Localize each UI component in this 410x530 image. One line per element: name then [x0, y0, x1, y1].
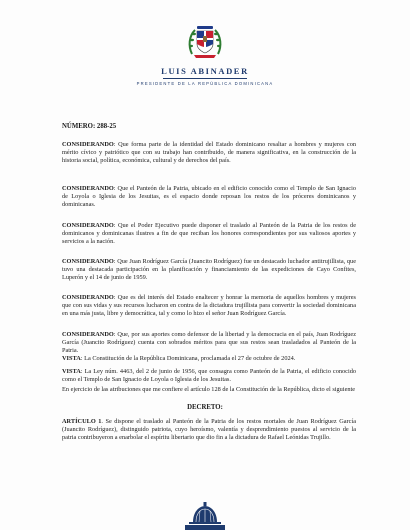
paragraph-lead: VISTA	[62, 355, 81, 362]
paragraph-text: : Que Juan Rodríguez García (Juancito Rodríguez) fue un destacado luchador antitrujillista, que tuvo una destacada participación en la planificación y financiamiento de las expediciones de Cayo Confites, Luperón y el 14 de junio de 1959.	[62, 258, 356, 282]
article-lead: ARTÍCULO 1	[62, 418, 102, 425]
considerando-3	[62, 222, 356, 247]
paragraph-lead: CONSIDERANDO	[62, 258, 114, 265]
paragraph-text: : La Constitución de la República Dominicana, proclamada el 27 de octubre de 2024.	[80, 355, 296, 362]
paragraph-lead: CONSIDERANDO	[62, 222, 114, 229]
paragraph-text: En ejercicio de las atribuciones que me confiere el artículo 128 de la Constitución de la República, dicto el siguiente	[62, 386, 356, 393]
vista-2	[62, 368, 356, 384]
paragraph-text: : La Ley núm. 4463, del 2 de junio de 1956, que consagra como Panteón de la Patria, el edificio conocido como el Templo de San Ignacio de Loyola o Iglesia de los Jesuitas.	[62, 368, 356, 384]
president-title: PRESIDENTE DE LA REPÚBLICA DOMINICANA	[136, 81, 274, 86]
paragraph-lead: CONSIDERANDO	[62, 294, 114, 301]
president-name: LUIS ABINADER	[161, 66, 249, 76]
paragraph-text: : Que el Panteón de la Patria, ubicado en el edificio conocido como el Templo de San Ignacio de Loyola o Iglesia de los Jesuitas, es el espacio donde reposan los restos de los próceres dominicanos y dominicanas.	[62, 185, 356, 209]
national-palace-dome-icon	[181, 500, 229, 530]
paragraph-lead: VISTA	[62, 368, 81, 375]
authority-clause	[62, 386, 356, 394]
paragraph-lead: CONSIDERANDO	[62, 331, 114, 338]
article-text: . Se dispone el traslado al Panteón de la Patria de los restos mortales de Juan Rodríguez García (Juancito Rodríguez), distinguido patriota, cuyo heroísmo, valentía y desprendimiento puestos al servicio de la patria contribuyeron a enarbolar el espíritu libertario que dio fin a la dictadura de Rafael Leónidas Trujillo.	[62, 418, 356, 442]
article-1	[62, 418, 356, 443]
decree-number: NÚMERO: 288-25	[62, 123, 117, 130]
paragraph-text: : Que, por sus aportes como defensor de la libertad y la democracia en el país, Juan Rodríguez García (Juancito Rodríguez) cuenta con sobrados méritos para que sus restos sean trasladados al Panteón de la Patria.	[62, 331, 356, 355]
decreto-heading: DECRETO:	[187, 404, 223, 411]
paragraph-lead: CONSIDERANDO	[62, 185, 114, 192]
paragraph-text: : Que es del interés del Estado enaltecer y honrar la memoria de aquellos hombres y mujeres que con sus vidas y sus recursos lucharon en contra de la dictadura trujillista para convertir la sociedad dominicana en una más justa, libre y democrática, tal y como lo hizo el señor Juan Rodríguez García.	[62, 294, 356, 318]
considerando-1	[62, 141, 356, 166]
header-divider	[163, 78, 247, 79]
paragraph-text: : Que forma parte de la identidad del Estado dominicano resaltar a hombres y mujeres con mérito cívico y patriótico que con su trabajo han contribuido, de manera significativa, en la construcción de la historia social, política, económica, cultural y de derechos del país.	[62, 141, 356, 165]
considerando-2	[62, 185, 356, 210]
vista-1	[62, 355, 356, 363]
coat-of-arms-icon	[186, 22, 224, 62]
considerando-4	[62, 258, 356, 283]
considerando-6	[62, 331, 356, 356]
paragraph-lead: CONSIDERANDO	[62, 141, 114, 148]
considerando-5	[62, 294, 356, 319]
paragraph-text: : Que el Poder Ejecutivo puede disponer el traslado al Panteón de la Patria de los restos de dominicanos y dominicanas ilustres a fin de que reciban los honores correspondientes por sus valiosos aportes y servicios a la nación.	[62, 222, 356, 246]
